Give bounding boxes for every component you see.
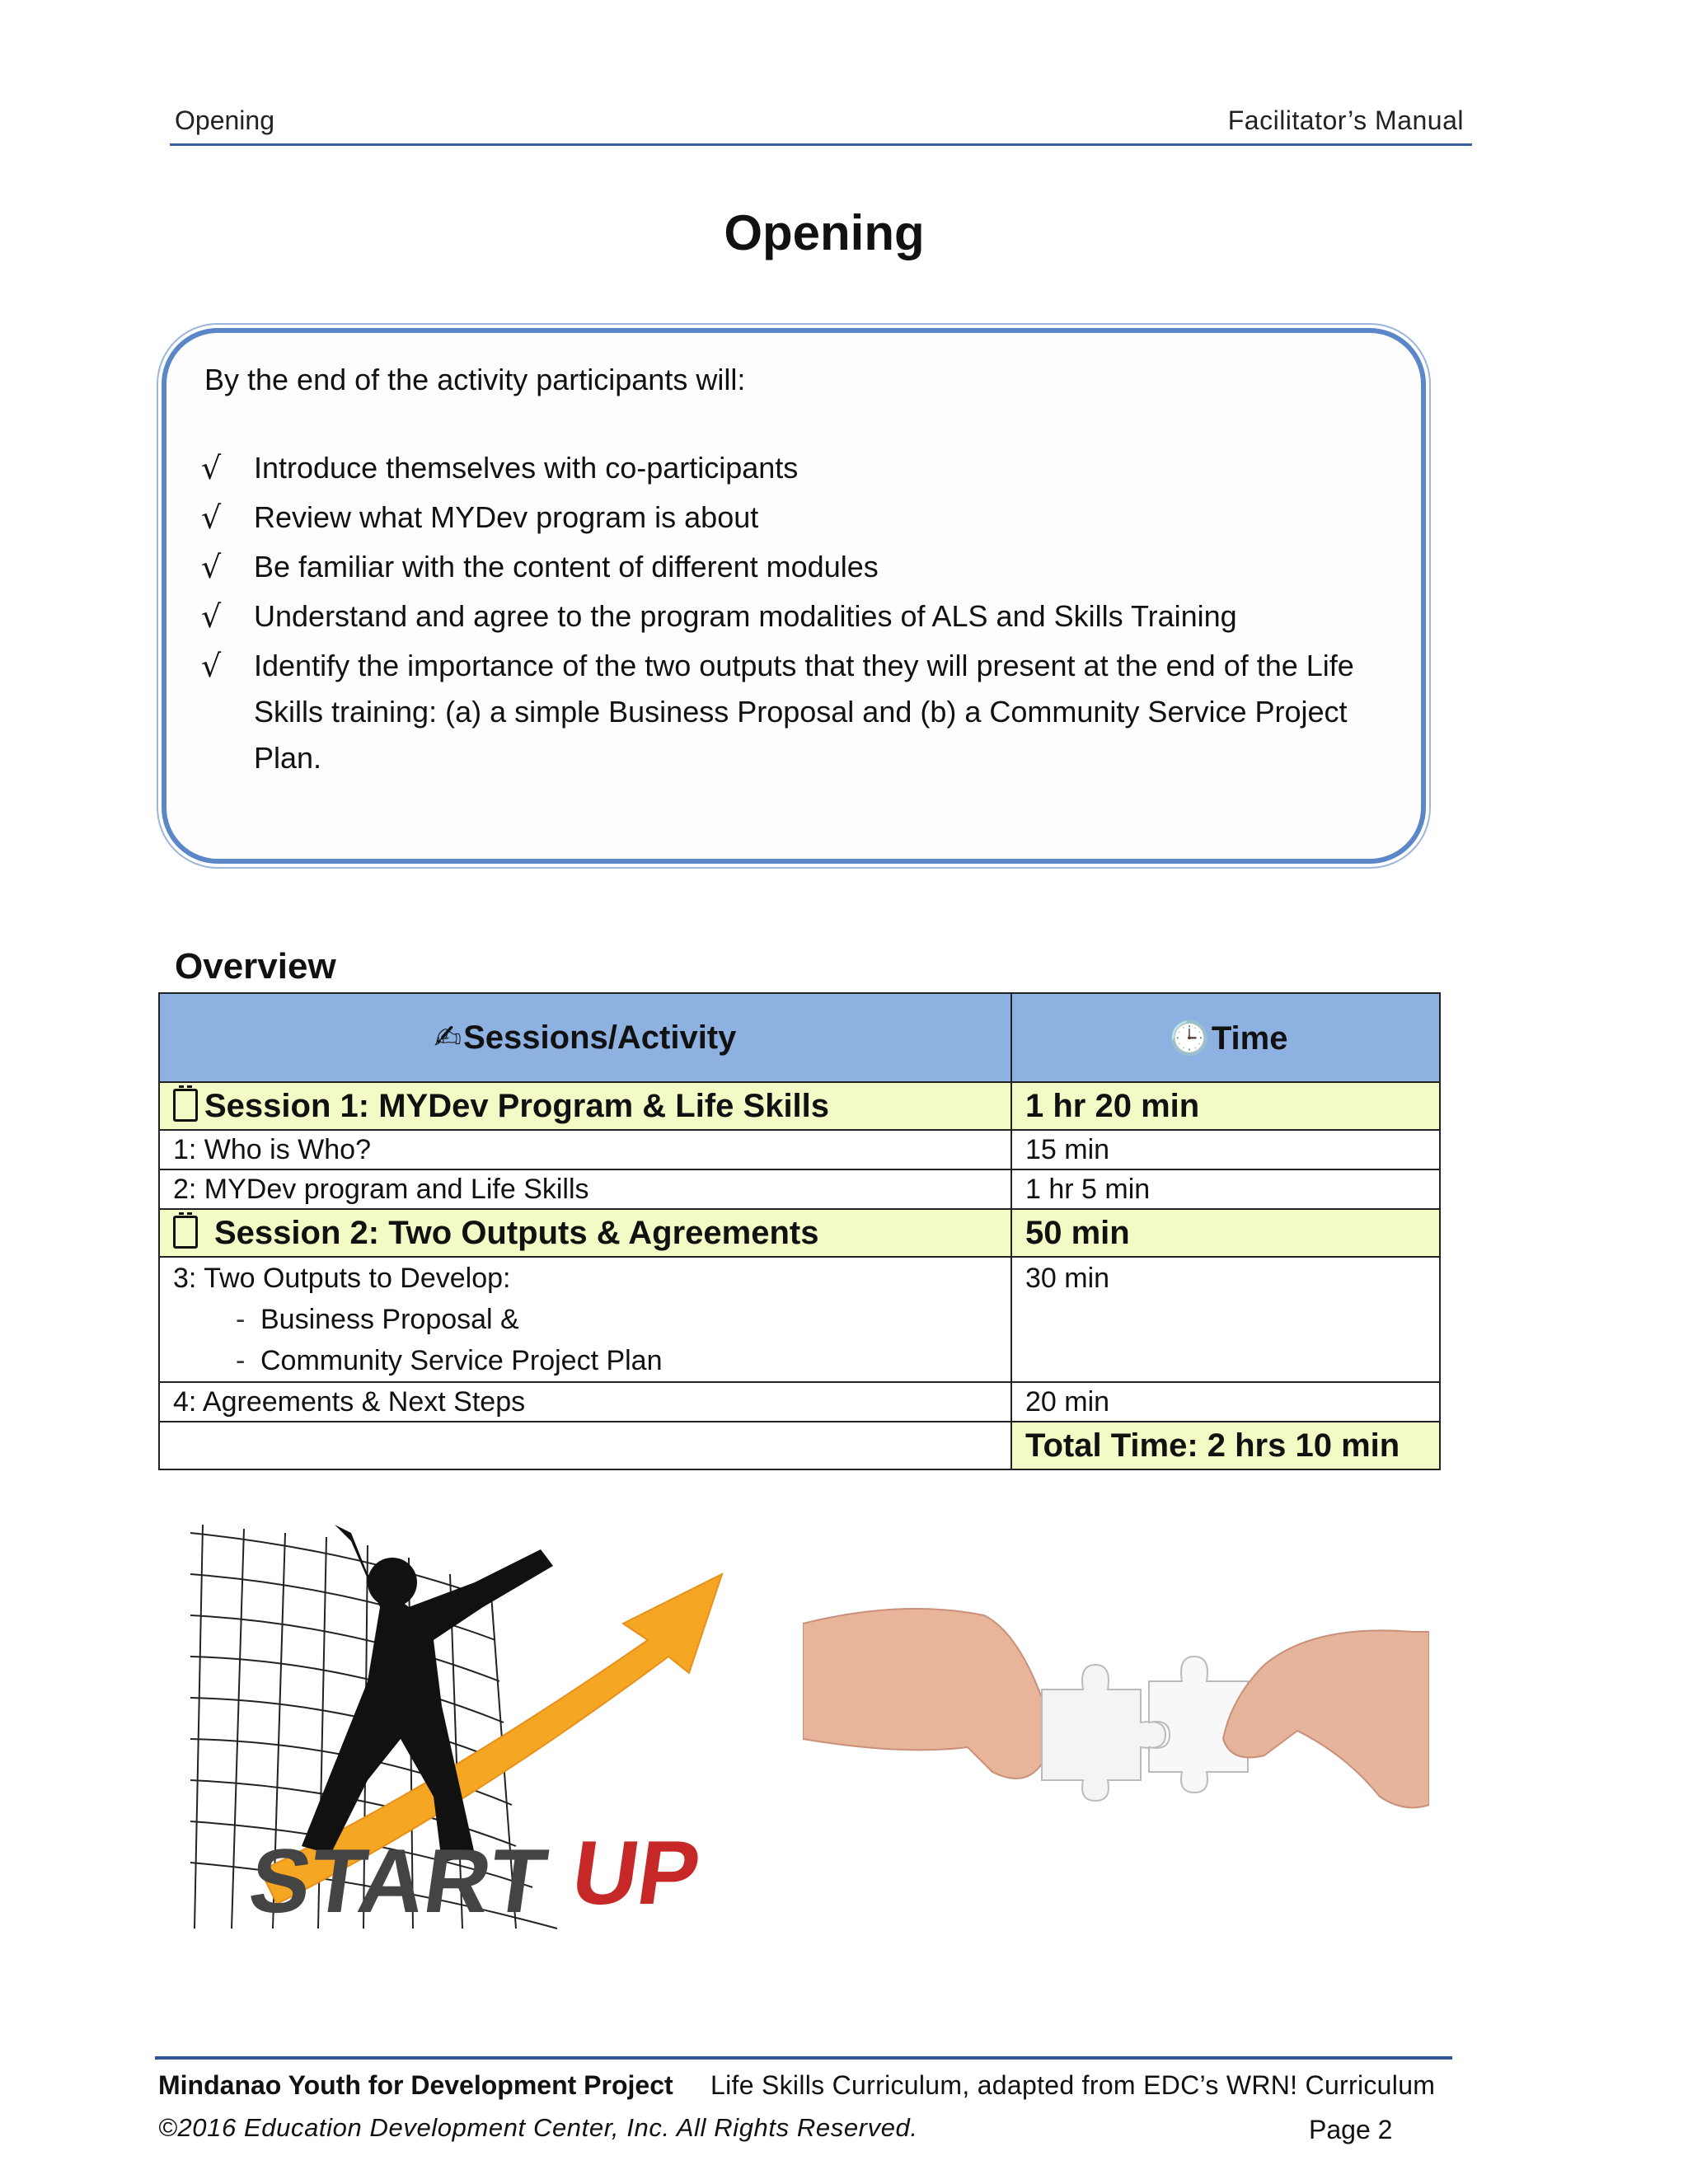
- running-header-section: Opening: [175, 105, 274, 135]
- session-row: [159, 1209, 1440, 1257]
- running-header-manual: Facilitator’s Manual: [1227, 105, 1464, 135]
- sub-item: - Business Proposal &: [236, 1304, 519, 1335]
- header-sessions: ✍Sessions/Activity: [159, 993, 1011, 1082]
- table-header-row: [159, 993, 1440, 1082]
- overview-heading: Overview: [175, 946, 336, 987]
- session-time: 1 hr 20 min: [1011, 1082, 1440, 1130]
- session-label: Session 1: MYDev Program & Life Skills: [159, 1082, 1011, 1130]
- check-icon: √: [201, 499, 222, 536]
- activity-label: 3: Two Outputs to Develop:: [173, 1263, 511, 1294]
- table-row: [159, 1169, 1440, 1209]
- notepad-icon: [173, 1216, 198, 1249]
- start-text: START: [243, 1830, 553, 1932]
- page-number: Page 2: [1309, 2115, 1393, 2144]
- page-title: Opening: [724, 205, 925, 260]
- activity-time: 20 min: [1011, 1382, 1440, 1422]
- clock-icon: 🕒: [1169, 1019, 1210, 1057]
- puzzle-hands-illustration: [803, 1525, 1429, 1871]
- puzzle-piece-left: [1042, 1665, 1165, 1801]
- activity-time: 30 min: [1011, 1257, 1440, 1382]
- objective-item: √ Review what MYDev program is about: [201, 494, 1372, 541]
- footer-project: Mindanao Youth for Development Project: [158, 2070, 673, 2100]
- objective-item: √ Be familiar with the content of different modules: [201, 544, 1372, 590]
- objective-item: √ Introduce themselves with co-participants: [201, 445, 1372, 491]
- table-row: [159, 1382, 1440, 1422]
- table-row: [159, 1130, 1440, 1169]
- activity-time: 15 min: [1011, 1130, 1440, 1169]
- check-icon: √: [201, 450, 222, 486]
- right-hand: [1223, 1630, 1429, 1807]
- objectives-list: [201, 445, 1372, 785]
- check-icon: √: [201, 549, 222, 585]
- header-time: 🕒Time: [1011, 993, 1440, 1082]
- objective-item: √ Understand and agree to the program modalities of ALS and Skills Training: [201, 593, 1372, 640]
- activity-cell: [159, 1257, 1011, 1382]
- writing-hand-icon: ✍: [434, 1019, 462, 1057]
- activity-label: 2: MYDev program and Life Skills: [159, 1169, 1011, 1209]
- session-row: [159, 1082, 1440, 1130]
- activity-label: 4: Agreements & Next Steps: [159, 1382, 1011, 1422]
- overview-table: [158, 992, 1441, 1470]
- session-label: Session 2: Two Outputs & Agreements: [159, 1209, 1011, 1257]
- objective-item: √ Identify the importance of the two outputs that they will present at the end of the Life Skills training: (a) a simple Business Proposal and (b) a Community Service Project Plan.: [201, 643, 1372, 781]
- check-icon: √: [201, 648, 222, 684]
- objectives-intro: By the end of the activity participants will:: [204, 363, 746, 396]
- check-icon: √: [201, 598, 222, 635]
- notepad-icon: [173, 1089, 198, 1122]
- footer-rule: [155, 2056, 1452, 2060]
- footer-copyright: ©2016 Education Development Center, Inc. All Rights Reserved.: [158, 2113, 918, 2142]
- total-time: Total Time: 2 hrs 10 min: [1011, 1422, 1440, 1469]
- session-time: 50 min: [1011, 1209, 1440, 1257]
- total-row: [159, 1422, 1440, 1469]
- left-hand: [803, 1609, 1046, 1779]
- sub-item: - Community Service Project Plan: [236, 1345, 663, 1376]
- up-text: UP: [565, 1822, 706, 1924]
- footer-curriculum: Life Skills Curriculum, adapted from EDC’s WRN! Curriculum: [710, 2070, 1436, 2100]
- activity-time: 1 hr 5 min: [1011, 1169, 1440, 1209]
- header-rule: [170, 143, 1472, 146]
- table-row: [159, 1257, 1440, 1382]
- startup-illustration: [186, 1516, 763, 1945]
- total-blank: [159, 1422, 1011, 1469]
- activity-label: 1: Who is Who?: [159, 1130, 1011, 1169]
